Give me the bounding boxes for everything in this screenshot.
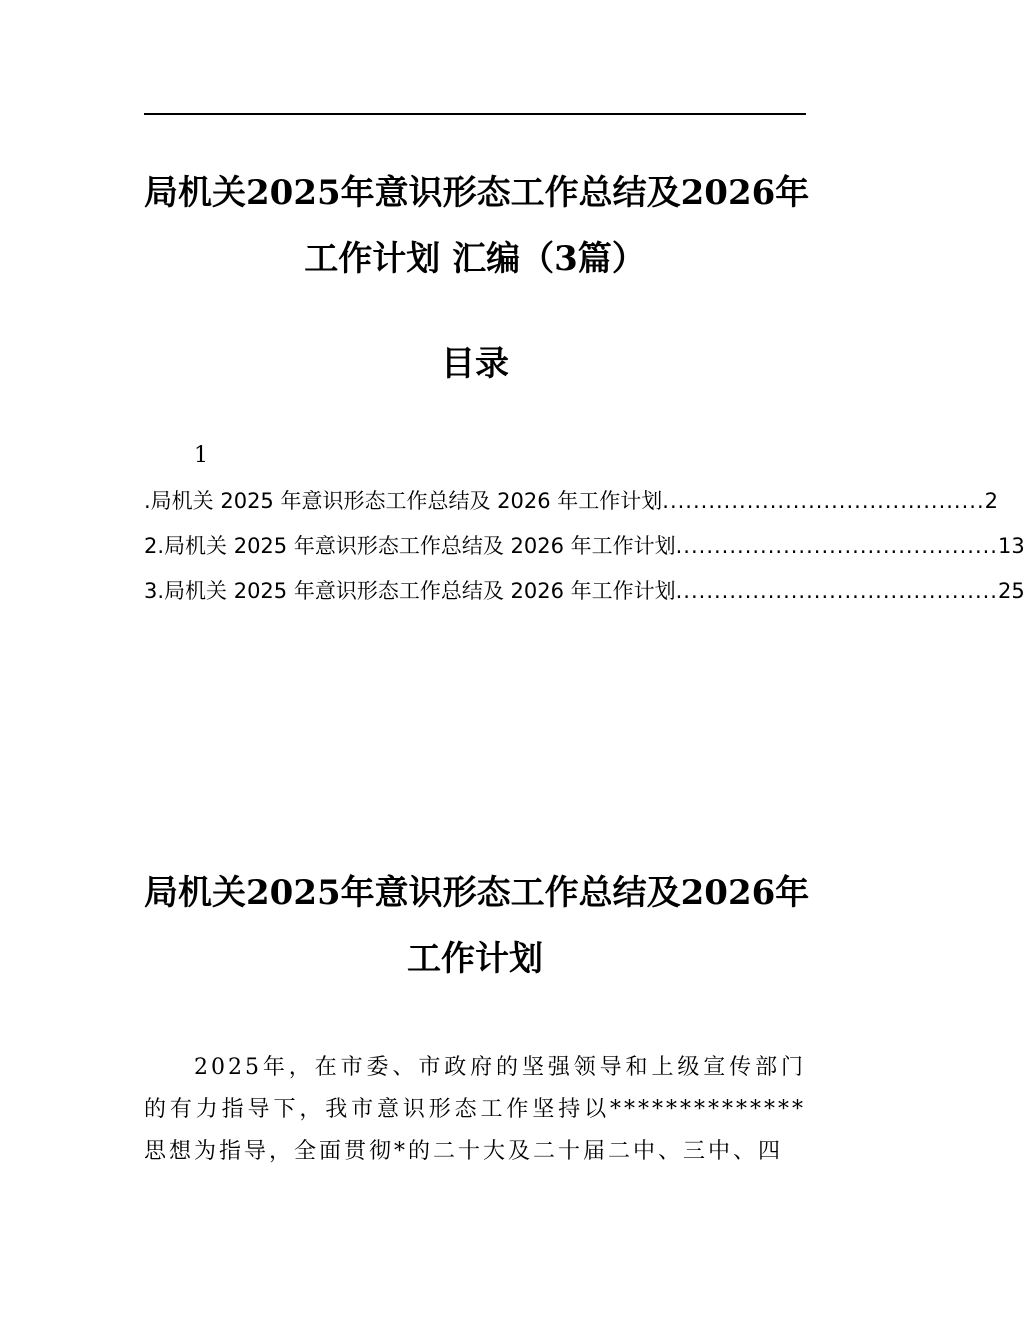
toc-entry-page: 2 xyxy=(984,489,999,513)
body-paragraph: 2025年，在市委、市政府的坚强领导和上级宣传部门的有力指导下，我市意识形态工作坚持以**************思想为指导，全面贯彻*的二十大及二十届二中、三中、四 xyxy=(144,1055,806,1164)
toc-entry-page: 13 xyxy=(998,534,1025,558)
section-title xyxy=(144,860,810,992)
toc-entry-3[interactable] xyxy=(144,575,1025,607)
section-title-line-2: 工作计划 xyxy=(407,939,543,979)
toc-entry-leader: .......................................... xyxy=(675,579,998,603)
section-title-line-1: 局机关2025年意识形态工作总结及2026年 xyxy=(144,873,810,913)
toc-entry-2[interactable] xyxy=(144,530,1025,562)
toc-entry-1[interactable] xyxy=(144,485,999,517)
document-title xyxy=(144,160,810,292)
document-title-line-1: 局机关2025年意识形态工作总结及2026年 xyxy=(144,173,810,213)
toc-orphan-number: 1 xyxy=(194,443,208,468)
toc-entry-label: .局机关 2025 年意识形态工作总结及 2026 年工作计划 xyxy=(144,489,663,513)
toc-entry-page: 25 xyxy=(998,579,1025,603)
toc-entry-leader: .......................................... xyxy=(662,489,985,513)
toc-entry-leader: .......................................... xyxy=(675,534,998,558)
document-title-line-2: 工作计划 汇编（3篇） xyxy=(304,239,646,279)
header-rule xyxy=(144,113,806,115)
toc-entry-label: 2.局机关 2025 年意识形态工作总结及 2026 年工作计划 xyxy=(144,534,676,558)
toc-entry-label: 3.局机关 2025 年意识形态工作总结及 2026 年工作计划 xyxy=(144,579,676,603)
toc-heading: 目录 xyxy=(441,344,509,384)
